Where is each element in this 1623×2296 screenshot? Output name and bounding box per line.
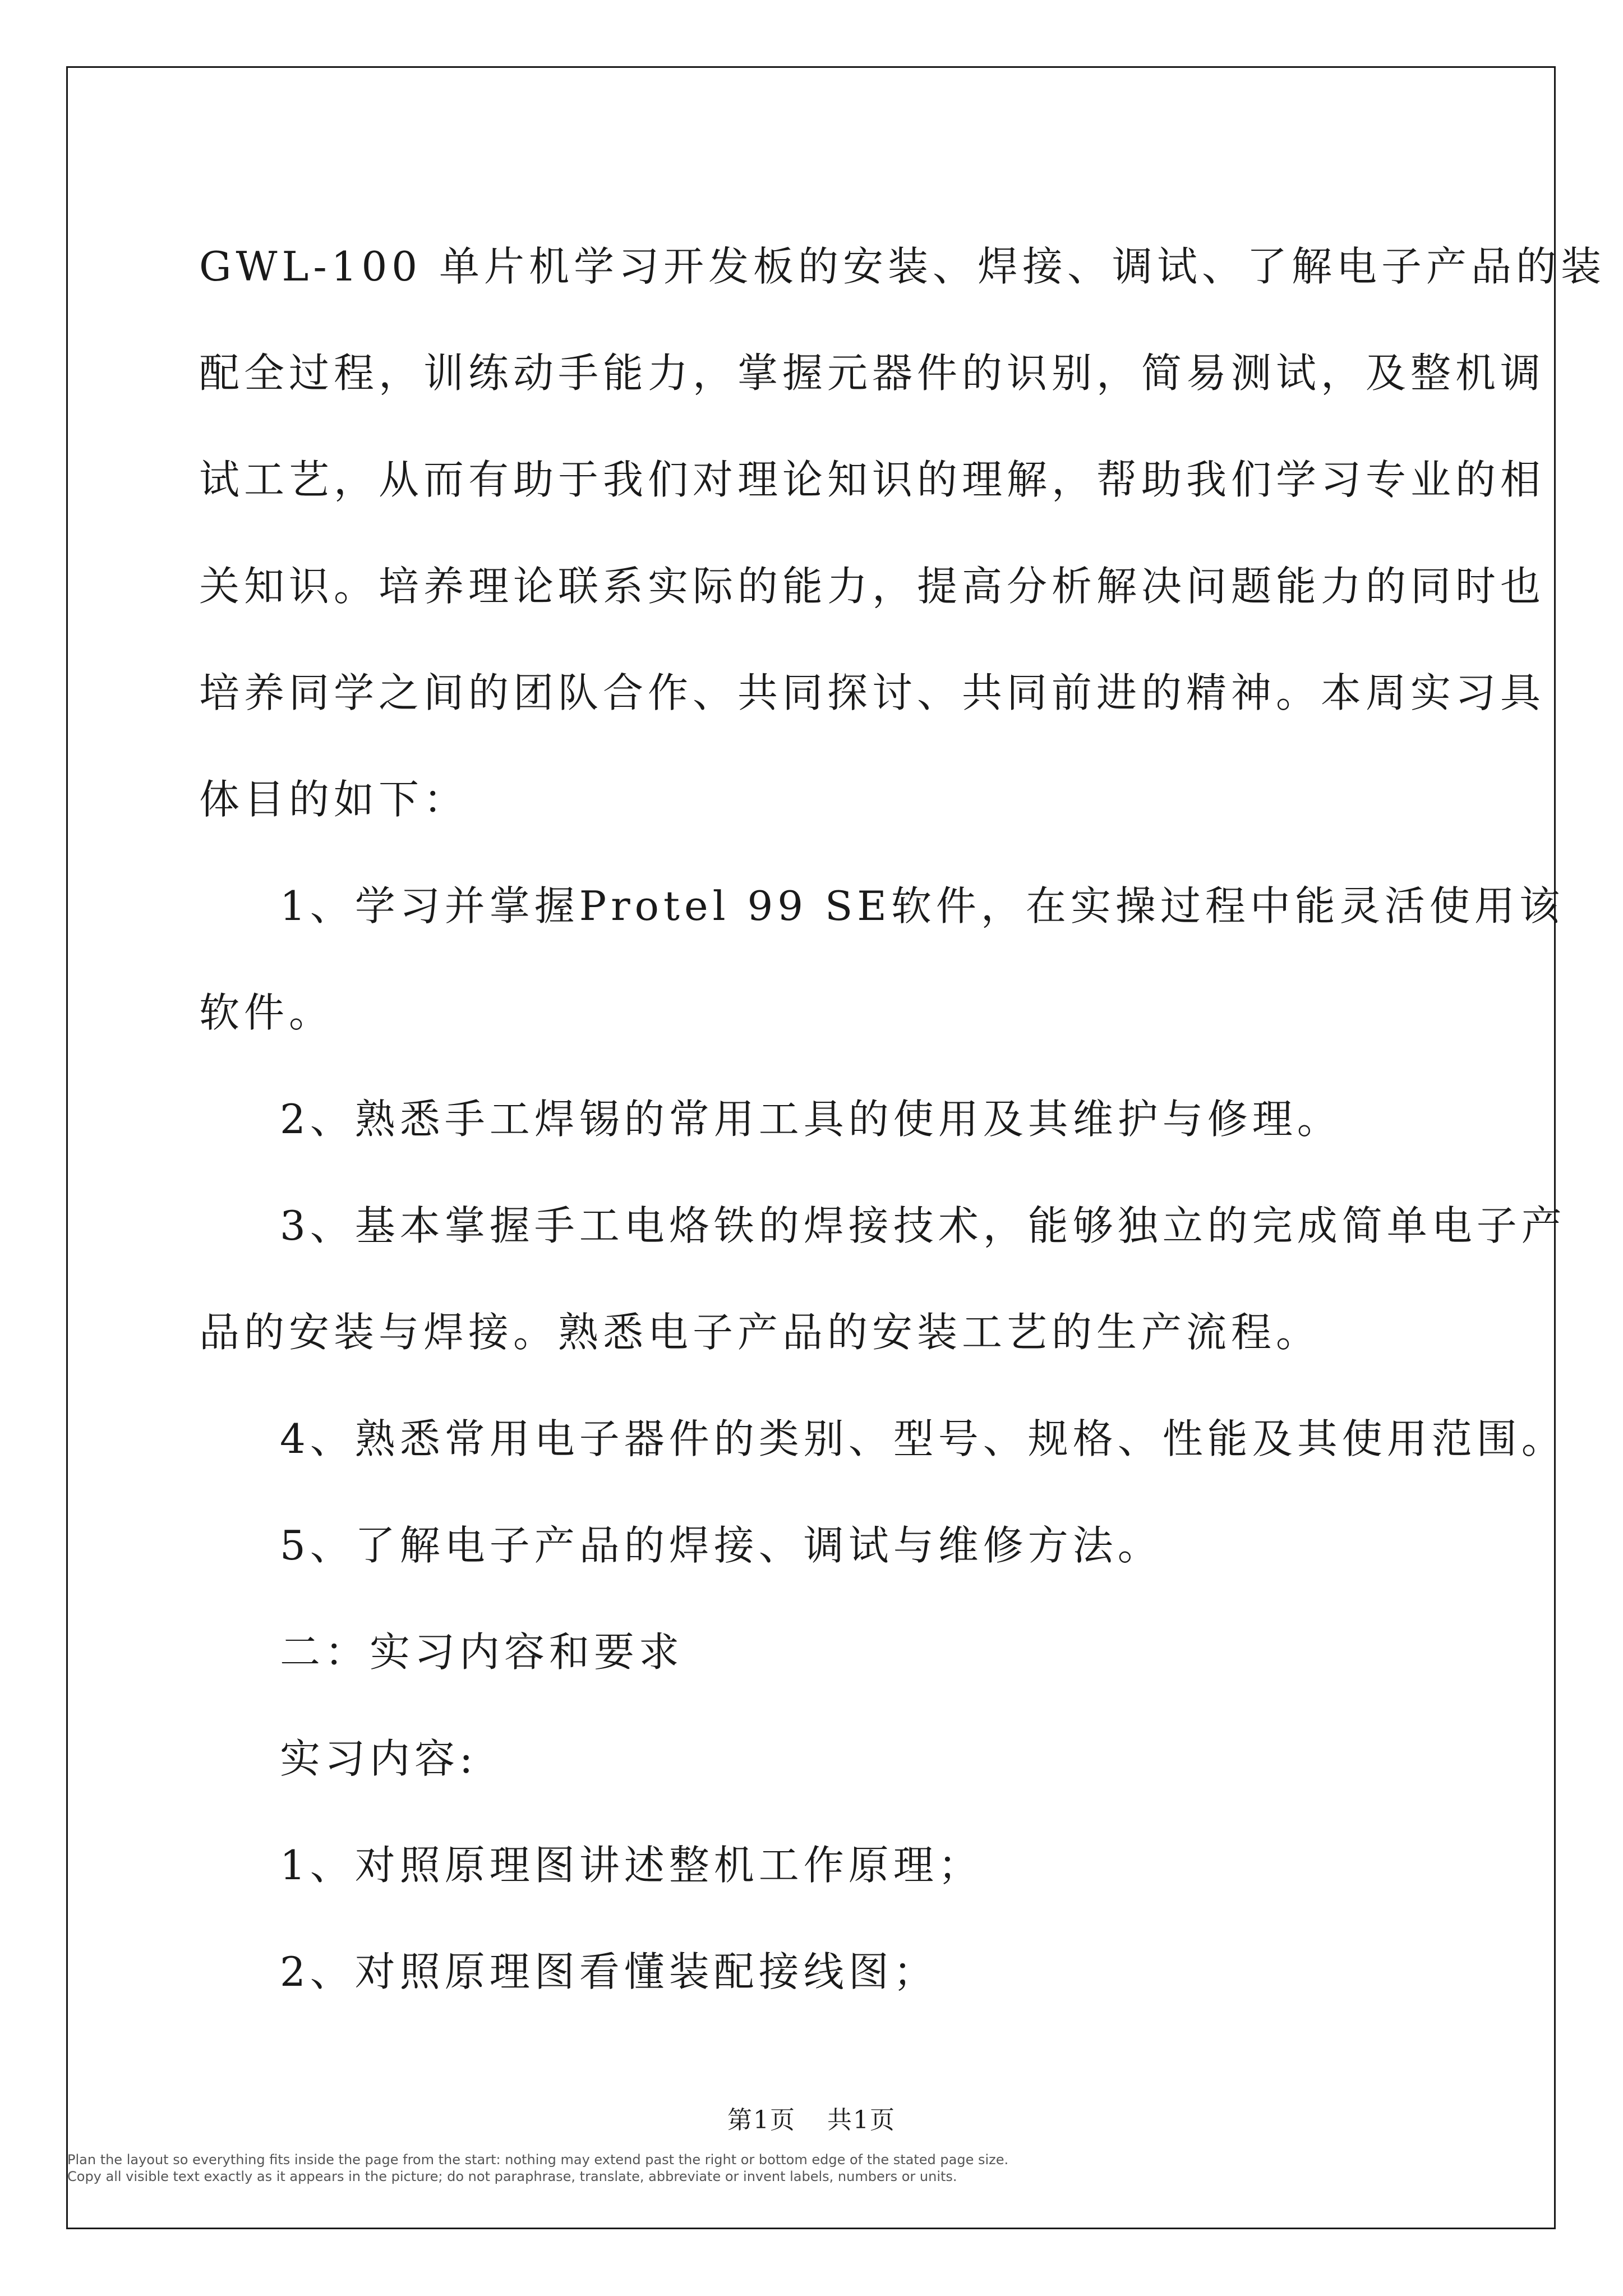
section-heading: 二：实习内容和要求: [280, 1628, 684, 1676]
list-item-5: 5、了解电子产品的焊接、调试与维修方法。: [280, 1522, 1163, 1569]
fit-note: Plan the layout so everything fits inside the page from the start: nothing may extend past the right or bottom edge of the stated page size.: [67, 2152, 1009, 2168]
content-item-1: 1、对照原理图讲述整机工作原理；: [280, 1842, 983, 1889]
paragraph-1-line-3: 试工艺，从而有助于我们对理论知识的理解，帮助我们学习专业的相: [199, 456, 1546, 503]
list-item-1-line-2: 软件。: [199, 989, 334, 1036]
paragraph-1-line-6: 体目的如下：: [199, 776, 469, 823]
paragraph-1-line-4: 关知识。培养理论联系实际的能力，提高分析解决问题能力的同时也: [199, 563, 1546, 610]
paragraph-1-line-2: 配全过程，训练动手能力，掌握元器件的识别，简易测试，及整机调: [199, 349, 1546, 397]
document-body: [199, 213, 1606, 2025]
subsection-heading: 实习内容:: [280, 1735, 478, 1782]
paragraph-1-line-5: 培养同学之间的团队合作、共同探讨、共同前进的精神。本周实习具: [199, 669, 1546, 716]
page-total: 共1页: [827, 2106, 896, 2134]
page-footer: [0, 2104, 1623, 2137]
page-number: 第1页: [727, 2106, 796, 2134]
list-item-3-line-2: 品的安装与焊接。熟悉电子产品的安装工艺的生产流程。: [199, 1309, 1321, 1356]
list-item-2: 2、熟悉手工焊锡的常用工具的使用及其维护与修理。: [280, 1096, 1342, 1143]
content-item-2: 2、对照原理图看懂装配接线图；: [280, 1948, 938, 1995]
instruction-notes: [67, 2151, 1553, 2185]
list-item-1-line-1: 1、学习并掌握Protel 99 SE软件，在实操过程中能灵活使用该: [280, 882, 1564, 930]
list-item-3-line-1: 3、基本掌握手工电烙铁的焊接技术，能够独立的完成简单电子产: [280, 1202, 1566, 1249]
list-item-4: 4、熟悉常用电子器件的类别、型号、规格、性能及其使用范围。: [280, 1415, 1566, 1462]
paragraph-1-line-1: GWL-100 单片机学习开发板的安装、焊接、调试、了解电子产品的装: [199, 243, 1606, 290]
copy-note: Copy all visible text exactly as it appears in the picture; do not paraphrase, translate, abbreviate or invent labels, numbers or units.: [67, 2169, 957, 2184]
